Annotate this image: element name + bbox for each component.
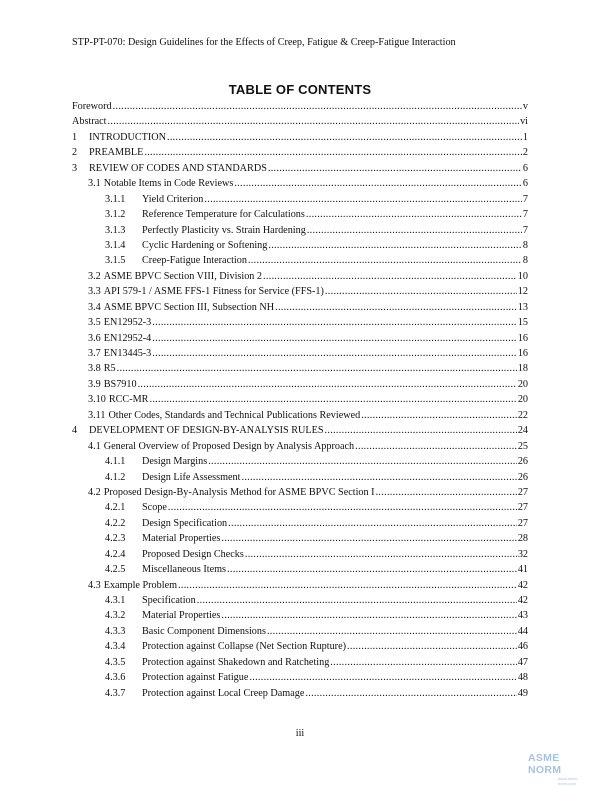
toc-entry-page: 7 — [522, 193, 528, 205]
toc-entry-label: Specification — [142, 595, 196, 606]
toc-entry-page: vi — [520, 116, 528, 128]
toc-entry[interactable] — [72, 516, 528, 531]
toc-entry-page: 16 — [517, 348, 528, 359]
toc-entry-page: 32 — [517, 548, 528, 560]
toc-dot-leader — [305, 686, 516, 701]
toc-dot-leader — [204, 192, 522, 207]
toc-entry-label: Design Margins — [142, 456, 208, 468]
toc-entry-number: 3.4 — [88, 301, 101, 313]
toc-entry-page: 28 — [517, 533, 528, 545]
toc-entry[interactable] — [72, 192, 528, 207]
toc-entry-number: 1 — [72, 131, 78, 143]
toc-entry-label: Miscellaneous Items — [142, 564, 227, 576]
toc-entry[interactable] — [72, 377, 528, 392]
toc-dot-leader — [325, 284, 517, 299]
toc-entry-label: General Overview of Proposed Design by Analysis Approach — [103, 440, 355, 452]
toc-dot-leader — [152, 331, 517, 346]
toc-entry-page: 6 — [522, 162, 528, 174]
toc-entry[interactable] — [72, 361, 528, 376]
toc-entry[interactable] — [72, 639, 528, 654]
toc-entry-label: Design Life Assessment — [142, 471, 241, 483]
toc-entry-page: 18 — [517, 363, 528, 375]
toc-entry-label: Other Codes, Standards and Technical Publications Reviewed — [108, 409, 361, 421]
toc-entry-page: v — [522, 101, 528, 112]
toc-entry-page: 27 — [517, 517, 528, 529]
toc-entry-number: 4.3.4 — [105, 641, 126, 653]
toc-entry[interactable] — [72, 531, 528, 546]
toc-entry-label: Foreword — [72, 101, 112, 112]
toc-entry-label: Design Specification — [142, 517, 228, 529]
toc-dot-leader — [152, 315, 517, 330]
toc-entry-page: 42 — [517, 579, 528, 591]
toc-dot-leader — [178, 578, 517, 593]
toc-entry-label: Reference Temperature for Calculations — [142, 209, 305, 221]
toc-entry[interactable] — [72, 547, 528, 562]
toc-entry[interactable] — [72, 670, 528, 685]
toc-entry-number: 4.1.2 — [105, 471, 126, 483]
toc-entry-label: Perfectly Plasticity vs. Strain Hardening — [142, 224, 306, 236]
toc-entry-number: 3.1.2 — [105, 209, 126, 221]
toc-dot-leader — [221, 531, 516, 546]
toc-entry-page: 22 — [517, 409, 528, 421]
toc-entry-number: 3.1.3 — [105, 224, 126, 236]
toc-entry[interactable] — [72, 269, 528, 284]
toc-entry-number: 3.11 — [88, 409, 106, 421]
toc-entry-label: Yield Criterion — [142, 193, 204, 205]
toc-entry-page: 1 — [522, 131, 528, 143]
toc-list — [72, 99, 528, 701]
toc-entry-label: Protection against Local Creep Damage — [142, 687, 305, 699]
toc-entry-number: 3.1.5 — [105, 255, 126, 267]
toc-entry-number: 3.1.4 — [105, 239, 126, 251]
toc-entry-number: 3.5 — [88, 317, 101, 329]
toc-entry-page: 44 — [517, 625, 528, 637]
toc-entry-page: 25 — [517, 440, 528, 452]
toc-entry-number: 3.6 — [88, 332, 101, 344]
toc-entry[interactable] — [72, 485, 528, 500]
toc-entry[interactable] — [72, 439, 528, 454]
toc-entry-label: Material Properties — [142, 610, 221, 622]
toc-entry-page: 41 — [517, 564, 528, 576]
toc-dot-leader — [347, 639, 517, 654]
toc-entry-label: ASME BPVC Section VIII, Division 2 — [103, 270, 263, 282]
toc-dot-leader — [149, 392, 516, 407]
toc-entry-page: 7 — [522, 209, 528, 221]
toc-entry-number: 4.2.5 — [105, 564, 126, 576]
toc-title: TABLE OF CONTENTS — [228, 82, 372, 97]
toc-dot-leader — [197, 593, 517, 608]
toc-entry-page: 7 — [522, 224, 528, 236]
toc-dot-leader — [168, 500, 517, 515]
toc-entry-page: 27 — [517, 502, 528, 514]
toc-entry-page: 15 — [517, 317, 528, 329]
toc-entry-number: 4 — [72, 425, 78, 437]
toc-dot-leader — [117, 361, 517, 376]
toc-entry[interactable] — [72, 392, 528, 407]
toc-entry[interactable] — [72, 161, 528, 176]
toc-entry-page: 26 — [517, 471, 528, 483]
toc-entry-page: 20 — [517, 378, 528, 390]
toc-entry-number: 2 — [72, 147, 78, 159]
toc-dot-leader — [144, 145, 522, 160]
toc-entry-page: 2 — [522, 147, 528, 159]
toc-entry-label: BS7910 — [103, 378, 137, 390]
toc-entry-page: 16 — [517, 332, 528, 344]
toc-entry[interactable] — [72, 176, 528, 191]
toc-entry[interactable] — [72, 423, 528, 438]
toc-dot-leader — [248, 253, 522, 268]
toc-dot-leader — [228, 516, 517, 531]
toc-entry-label: Notable Items in Code Reviews — [103, 178, 234, 190]
toc-entry-number: 3.3 — [88, 286, 101, 298]
toc-dot-leader — [263, 269, 517, 284]
toc-entry[interactable] — [72, 655, 528, 670]
toc-entry-page: 27 — [517, 486, 528, 498]
toc-entry-number: 3.9 — [88, 378, 101, 390]
toc-entry-label: ASME BPVC Section III, Subsection NH — [103, 301, 275, 313]
toc-dot-leader — [361, 408, 517, 423]
toc-entry-number: 4.1.1 — [105, 456, 126, 468]
toc-entry-number: 4.3.2 — [105, 610, 126, 622]
toc-entry-label: Scope — [142, 502, 167, 514]
toc-dot-leader — [167, 130, 522, 145]
toc-entry[interactable] — [72, 608, 528, 623]
toc-entry[interactable] — [72, 408, 528, 423]
toc-entry-number: 4.2.2 — [105, 517, 126, 529]
toc-entry-number: 4.3.1 — [105, 595, 126, 606]
toc-entry-number: 4.3.7 — [105, 687, 126, 699]
toc-dot-leader — [208, 454, 517, 469]
toc-dot-leader — [376, 485, 517, 500]
toc-dot-leader — [325, 423, 517, 438]
toc-entry-number: 4.3 — [88, 579, 101, 591]
toc-entry[interactable] — [72, 130, 528, 145]
toc-entry[interactable] — [72, 300, 528, 315]
toc-entry[interactable] — [72, 145, 528, 160]
toc-entry-page: 8 — [522, 239, 528, 251]
toc-dot-leader — [221, 608, 516, 623]
toc-entry-label: R5 — [103, 363, 116, 375]
page-number: iii — [295, 728, 305, 739]
toc-entry-number: 3.2 — [88, 270, 101, 282]
toc-entry-label: Cyclic Hardening or Softening — [142, 239, 268, 251]
toc-entry-label: API 579-1 / ASME FFS-1 Fitness for Service (FFS-1) — [103, 286, 324, 298]
toc-entry[interactable] — [72, 593, 528, 608]
toc-entry-number: 4.3.5 — [105, 656, 126, 668]
running-header: STP-PT-070: Design Guidelines for the Effects of Creep, Fatigue & Creep-Fatigue Interaction — [72, 37, 456, 48]
toc-entry-page: 26 — [517, 456, 528, 468]
toc-entry-label: DEVELOPMENT OF DESIGN-BY-ANALYSIS RULES — [89, 425, 324, 437]
toc-dot-leader — [241, 470, 516, 485]
toc-entry-label: Proposed Design-By-Analysis Method for ASME BPVC Section I — [103, 486, 375, 498]
toc-entry-number: 3 — [72, 162, 78, 174]
toc-entry-number: 4.2.3 — [105, 533, 126, 545]
toc-dot-leader — [227, 562, 517, 577]
toc-entry-page: 6 — [522, 178, 528, 190]
toc-dot-leader — [307, 223, 522, 238]
toc-entry-number: 4.2 — [88, 486, 101, 498]
toc-entry-number: 4.2.1 — [105, 502, 126, 514]
toc-entry[interactable] — [72, 331, 528, 346]
toc-dot-leader — [268, 161, 522, 176]
toc-entry[interactable] — [72, 454, 528, 469]
toc-entry-label: Protection against Fatigue — [142, 672, 249, 684]
toc-entry-page: 20 — [517, 394, 528, 406]
toc-entry-page: 8 — [522, 255, 528, 267]
toc-dot-leader — [152, 346, 517, 361]
toc-dot-leader — [275, 300, 517, 315]
toc-dot-leader — [268, 238, 522, 253]
toc-dot-leader — [234, 176, 522, 191]
toc-dot-leader — [355, 439, 517, 454]
toc-entry-number: 3.7 — [88, 348, 101, 359]
toc-entry-label: INTRODUCTION — [89, 131, 166, 143]
toc-entry-label: EN12952-3 — [103, 317, 152, 329]
toc-entry-label: EN12952-4 — [103, 332, 152, 344]
toc-entry[interactable] — [72, 223, 528, 238]
toc-entry[interactable] — [72, 253, 528, 268]
toc-entry-page: 13 — [517, 301, 528, 313]
toc-entry[interactable] — [72, 578, 528, 593]
toc-entry[interactable] — [72, 624, 528, 639]
toc-entry[interactable] — [72, 500, 528, 515]
toc-entry-page: 42 — [517, 595, 528, 606]
toc-entry-label: Creep-Fatigue Interaction — [142, 255, 247, 267]
toc-entry[interactable] — [72, 346, 528, 361]
toc-entry-label: RCC-MR — [108, 394, 149, 406]
toc-entry-page: 10 — [517, 270, 528, 282]
toc-dot-leader — [108, 114, 520, 129]
toc-entry[interactable] — [72, 562, 528, 577]
toc-entry-page: 12 — [517, 286, 528, 298]
asme-norm-watermark-logo — [528, 752, 594, 786]
toc-entry-number: 3.8 — [88, 363, 101, 375]
toc-dot-leader — [113, 99, 522, 114]
toc-entry-number: 3.1.1 — [105, 193, 126, 205]
toc-dot-leader — [306, 207, 522, 222]
toc-entry-page: 46 — [517, 641, 528, 653]
toc-entry-number: 4.3.3 — [105, 625, 126, 637]
toc-entry[interactable] — [72, 99, 528, 114]
toc-entry-label: PREAMBLE — [89, 147, 144, 159]
toc-dot-leader — [330, 655, 517, 670]
toc-entry-page: 47 — [517, 656, 528, 668]
toc-dot-leader — [138, 377, 517, 392]
toc-entry-number: 3.1 — [88, 178, 101, 190]
toc-entry-number: 4.2.4 — [105, 548, 126, 560]
toc-entry[interactable] — [72, 284, 528, 299]
toc-entry-label: Proposed Design Checks — [142, 548, 244, 560]
toc-entry[interactable] — [72, 470, 528, 485]
toc-entry[interactable] — [72, 114, 528, 129]
toc-entry-page: 48 — [517, 672, 528, 684]
toc-dot-leader — [245, 547, 517, 562]
toc-entry-page: 43 — [517, 610, 528, 622]
watermark-text: ASME NORM — [528, 752, 562, 776]
toc-entry-label: Basic Component Dimensions — [142, 625, 266, 637]
toc-entry[interactable] — [72, 315, 528, 330]
toc-entry[interactable] — [72, 238, 528, 253]
toc-entry-label: Protection against Collapse (Net Section Rupture) — [142, 641, 346, 653]
toc-dot-leader — [249, 670, 516, 685]
toc-dot-leader — [267, 624, 517, 639]
toc-entry-label: Material Properties — [142, 533, 221, 545]
toc-entry-label: Abstract — [72, 116, 107, 128]
toc-entry-label: Protection against Shakedown and Ratcheting — [142, 656, 330, 668]
toc-entry[interactable] — [72, 686, 528, 701]
toc-entry-number: 3.10 — [88, 394, 106, 406]
toc-entry-label: Example Problem — [103, 579, 178, 591]
toc-entry-page: 49 — [517, 687, 528, 699]
toc-entry-page: 24 — [517, 425, 528, 437]
toc-entry-number: 4.3.6 — [105, 672, 126, 684]
toc-entry-label: EN13445-3 — [103, 348, 152, 359]
watermark-subtext: www.asme-norm.com — [558, 776, 579, 786]
toc-entry-label: REVIEW OF CODES AND STANDARDS — [89, 162, 267, 174]
toc-entry[interactable] — [72, 207, 528, 222]
toc-entry-number: 4.1 — [88, 440, 101, 452]
